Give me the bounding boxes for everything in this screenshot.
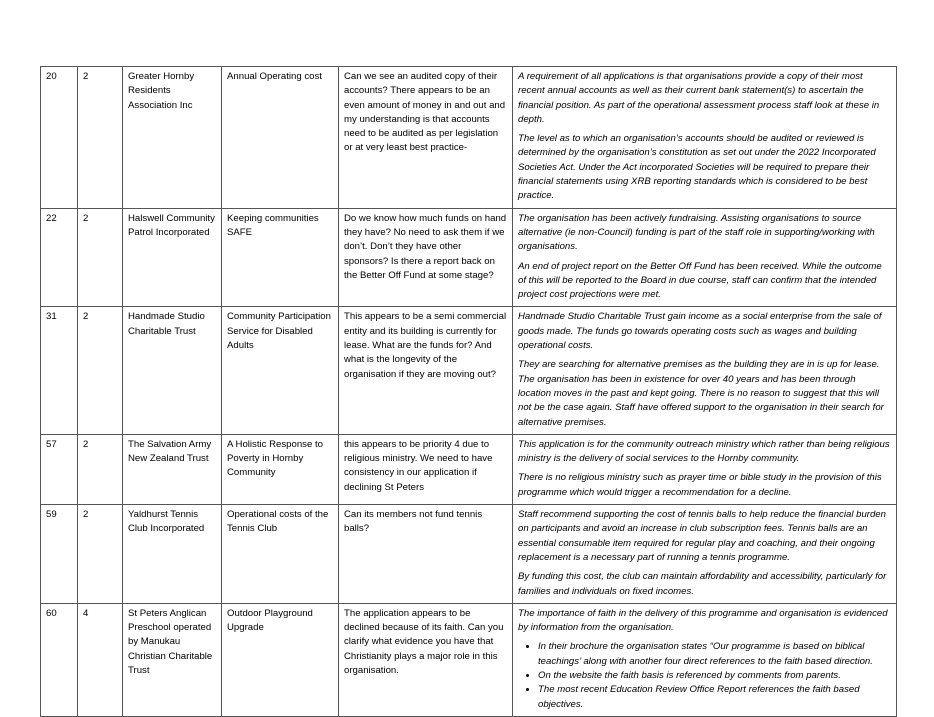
row-number: 31 bbox=[41, 307, 78, 434]
row-number: 59 bbox=[41, 505, 78, 604]
table-row bbox=[41, 434, 897, 504]
response-paragraph: They are searching for alternative premises as the building they are in is up for lease. The organisation has been in existence for over 40 years and has been through location moves in the past and kept going. There is no reason to suggest that this will not be the case again. Staff have offered support to the organisation in their search for alternative premises. bbox=[518, 359, 884, 428]
priority-cell: 2 bbox=[78, 208, 123, 307]
priority-cell: 2 bbox=[78, 505, 123, 604]
row-number: 22 bbox=[41, 208, 78, 307]
project-cell: A Holistic Response to Poverty in Hornby Community bbox=[222, 434, 339, 504]
response-paragraph: Staff recommend supporting the cost of tennis balls to help reduce the financial burden on participants and avoid an increase in club subscription fees. Tennis balls are an essential consumable item required for regular play and coaching, and their ongoing replacement is a necessary part of running a tennis programme. bbox=[518, 509, 886, 563]
organisation-cell: Greater Hornby Residents Association Inc bbox=[123, 67, 222, 209]
row-number: 60 bbox=[41, 603, 78, 716]
staff-response-cell bbox=[513, 505, 897, 604]
staff-response-cell bbox=[513, 434, 897, 504]
row-number: 20 bbox=[41, 67, 78, 209]
priority-cell: 2 bbox=[78, 307, 123, 434]
response-paragraph: The level as to which an organisation’s accounts should be audited or reviewed is determined by the organisation’s constitution as set out under the 2022 Incorporated Societies Act. Under the Act incorporated Societies will be required to prepare their financial statements using XRB reporting standards which is considered to be best practice. bbox=[518, 133, 876, 202]
question-cell: Can its members not fund tennis balls? bbox=[339, 505, 513, 604]
staff-response-cell bbox=[513, 603, 897, 716]
question-cell: this appears to be priority 4 due to religious ministry. We need to have consistency in our application if declining St Peters bbox=[339, 434, 513, 504]
priority-cell: 4 bbox=[78, 603, 123, 716]
question-cell: Do we know how much funds on hand they have? No need to ask them if we don’t. Don’t they have other sponsors? Is there a report back on the Better Off Fund at some stage? bbox=[339, 208, 513, 307]
list-item: • In their brochure the organisation states “Our programme is based on biblical teachings’ along with another four direct references to the faith based direction. bbox=[538, 640, 891, 669]
organisation-cell: Handmade Studio Charitable Trust bbox=[123, 307, 222, 434]
response-paragraph: Handmade Studio Charitable Trust gain income as a social enterprise from the sale of goods made. The funds go towards operating costs such as wages and building operational costs. bbox=[518, 311, 882, 352]
question-cell: The application appears to be declined because of its faith. Can you clarify what evidence you have that Christianity plays a major role in this organisation. bbox=[339, 603, 513, 716]
response-paragraph: An end of project report on the Better Off Fund has been received. While the outcome of this will be reported to the Board in due course, staff can confirm that the intended project cost projections were met. bbox=[518, 260, 882, 301]
table-row bbox=[41, 208, 897, 307]
table-row bbox=[41, 603, 897, 716]
question-cell: Can we see an audited copy of their accounts? There appears to be an even amount of money in and out and my understanding is that accounts need to be audited as per legislation or at very least best practice- bbox=[339, 67, 513, 209]
staff-response-cell bbox=[513, 208, 897, 307]
project-cell: Annual Operating cost bbox=[222, 67, 339, 209]
row-number: 57 bbox=[41, 434, 78, 504]
project-cell: Operational costs of the Tennis Club bbox=[222, 505, 339, 604]
project-cell: Keeping communities SAFE bbox=[222, 208, 339, 307]
project-cell: Outdoor Playground Upgrade bbox=[222, 603, 339, 716]
organisation-cell: Yaldhurst Tennis Club Incorporated bbox=[123, 505, 222, 604]
organisation-cell: The Salvation Army New Zealand Trust bbox=[123, 434, 222, 504]
priority-cell: 2 bbox=[78, 434, 123, 504]
response-paragraph: There is no religious ministry such as prayer time or bible study in the provision of this programme which would trigger a recommendation for a decline. bbox=[518, 472, 882, 498]
list-item: • The most recent Education Review Office Report references the faith based objectives. bbox=[538, 683, 891, 712]
response-paragraph: A requirement of all applications is that organisations provide a copy of their most recent annual accounts as well as their current bank statement(s) to ascertain the financial position. As part of the operational assessment process staff look at these in depth. bbox=[518, 71, 880, 125]
staff-response-cell bbox=[513, 67, 897, 209]
response-paragraph: The importance of faith in the delivery of this programme and organisation is evidenced by information from the organisation. bbox=[518, 607, 888, 634]
response-paragraph: This application is for the community outreach ministry which rather than being religious ministry is the delivery of social services to the Hornby community. bbox=[518, 438, 890, 465]
table-row bbox=[41, 505, 897, 604]
list-item: • On the website the faith basis is referenced by comments from parents. bbox=[538, 669, 891, 683]
question-cell: This appears to be a semi commercial entity and its building is currently for lease. What are the funds for? And what is the longevity of the organisation if they are moving out? bbox=[339, 307, 513, 434]
evidence-list bbox=[518, 640, 891, 711]
table-row bbox=[41, 67, 897, 209]
organisation-cell: Halswell Community Patrol Incorporated bbox=[123, 208, 222, 307]
questions-table bbox=[40, 66, 897, 717]
priority-cell: 2 bbox=[78, 67, 123, 209]
table-row bbox=[41, 307, 897, 434]
staff-response-cell bbox=[513, 307, 897, 434]
response-paragraph: By funding this cost, the club can maintain affordability and accessibility, particularly for families and individuals on fixed incomes. bbox=[518, 571, 887, 597]
response-paragraph: The organisation has been actively fundraising. Assisting organisations to source alternative (ie non-Council) funding is part of the staff role in supporting/working with organisations. bbox=[518, 212, 875, 253]
organisation-cell: St Peters Anglican Preschool operated by Manukau Christian Charitable Trust bbox=[123, 603, 222, 716]
project-cell: Community Participation Service for Disabled Adults bbox=[222, 307, 339, 434]
